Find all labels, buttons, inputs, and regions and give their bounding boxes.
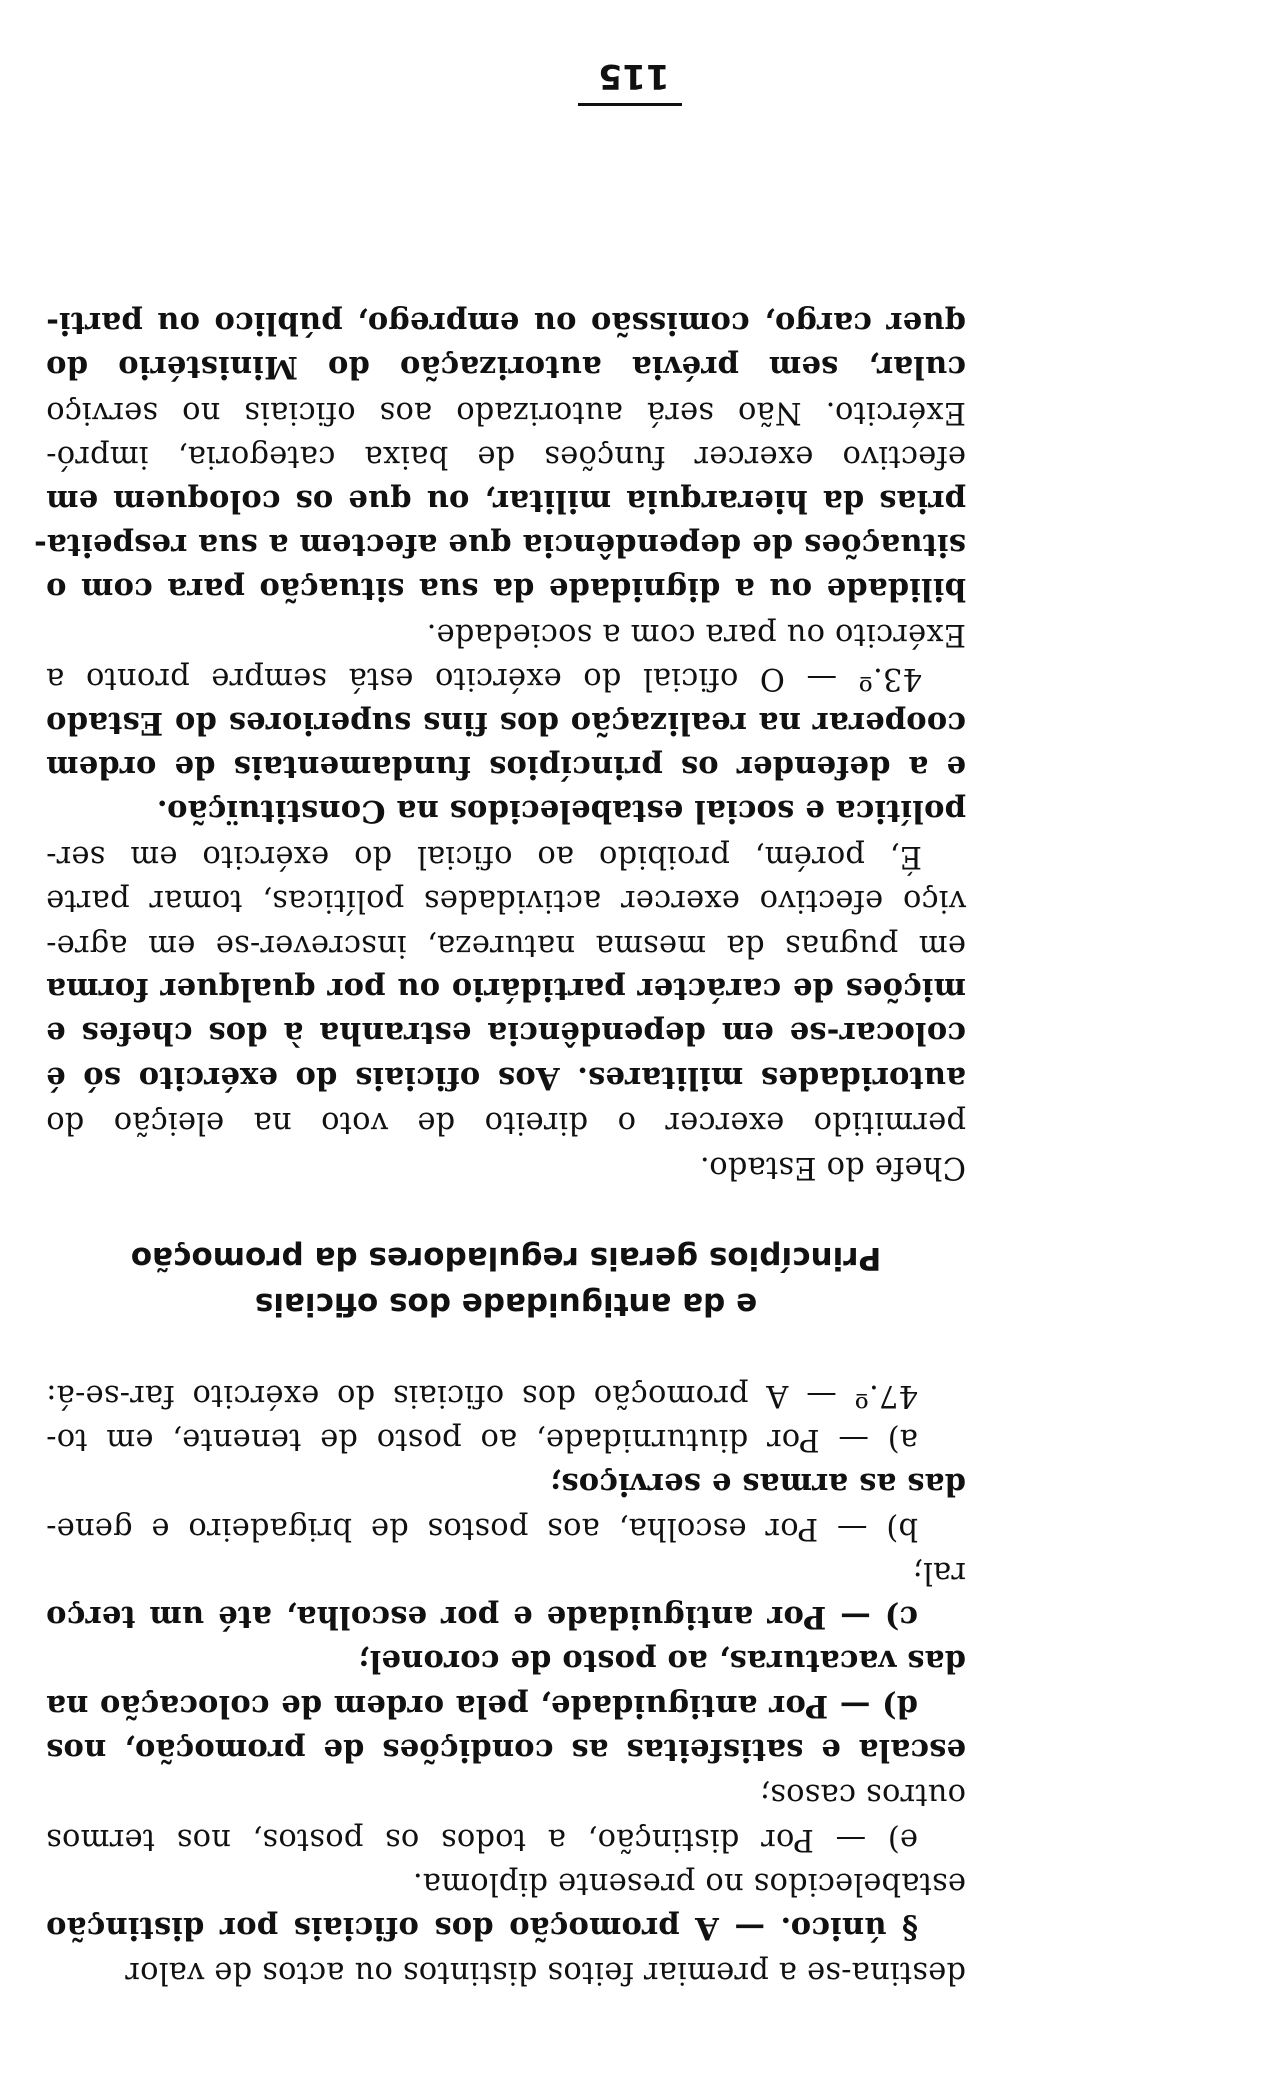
text-line: quer cargo, comissão ou emprego, público ou parti- — [46, 305, 966, 342]
text-line: d) — Por antiguidade, pela ordem de colocação na — [46, 1687, 918, 1724]
text-line: e a defender os princípios fundamentais de ordem — [46, 749, 966, 786]
text-line: outros casos; — [759, 1777, 966, 1813]
text-line: mições de carácter partidário ou por qualquer forma — [46, 970, 966, 1007]
text-line: É, porém, proibido ao oficial do exército em ser- — [46, 838, 922, 874]
text-line: em pugnas da mesma natureza, inscrever-se em agre- — [46, 927, 966, 963]
text-line: das vacaturas, ao posto de coronel; — [358, 1643, 966, 1680]
text-line: cular, sem prévia autorização do Ministério do — [46, 349, 966, 386]
text-line: Exército. Não será autorizado aos oficiais no serviço — [46, 394, 966, 430]
section-heading-line-1: Princípios gerais reguladores da promoção — [130, 1239, 882, 1276]
text-line: escala e satisfeitas as condições de promoção, nos — [46, 1732, 966, 1769]
paragraph-47-continuation — [46, 1417, 966, 1994]
text-line: c) — Por antiguidade e por escolha, até um terço — [46, 1598, 918, 1635]
text-line: 43.º — O oficial do exército está sempre pronto a — [46, 661, 922, 697]
text-line: das as armas e serviços; — [549, 1465, 966, 1502]
text-line: política e social estabelecidos na Constituïção. — [156, 793, 966, 830]
section-heading-line-2: e da antiguidade dos oficiais — [254, 1285, 758, 1322]
text-line: Exército ou para com a sociedade. — [426, 616, 966, 652]
text-line: prias da hierarquia militar, ou que os coloquem em — [46, 482, 966, 519]
text-line: permitido exercer o direito de voto na eleição do — [46, 1105, 966, 1141]
text-line: cooperar na realização dos fins superiores do Estado — [46, 704, 966, 741]
text-line: Chefe do Estado. — [699, 1149, 966, 1185]
text-block — [33, 301, 966, 1994]
folio-rule — [578, 103, 682, 106]
text-line: bilidade ou a dignidade da sua situação para com o — [46, 571, 966, 608]
text-line: viço efectivo exercer actividades políticas, tomar parte — [46, 883, 966, 919]
text-line: ral; — [912, 1555, 966, 1591]
article-47-intro: 47.º — A promoção dos oficiais do exército far-se-á: — [46, 1377, 918, 1413]
text-line: e) — Por distinção, a todos os postos, nos termos — [46, 1821, 918, 1857]
text-line: efectivo exercer funções de baixa categoria, impró- — [46, 439, 966, 475]
text-line: colocar-se em dependência estranha à dos chefes e — [46, 1015, 966, 1052]
text-line: situações de dependência que afectem a sua respeita- — [33, 527, 966, 564]
text-line: § único. — A promoção dos oficiais por distinção — [46, 1909, 918, 1946]
text-line: destina-se a premiar feitos distintos ou actos de valor — [125, 1955, 966, 1990]
text-line: estabelecidos no presente diploma. — [412, 1866, 966, 1902]
text-line: a) — Por diuturnidade, ao posto de tenente, em to- — [46, 1422, 918, 1458]
paragraph-43-and-previous — [33, 301, 966, 1189]
page-number: 115 — [598, 56, 670, 96]
text-line: b) — Por escolha, aos postos de brigadeiro e gene- — [46, 1511, 918, 1547]
text-line: autoridades militares. Aos oficiais do exército só é — [46, 1059, 966, 1096]
